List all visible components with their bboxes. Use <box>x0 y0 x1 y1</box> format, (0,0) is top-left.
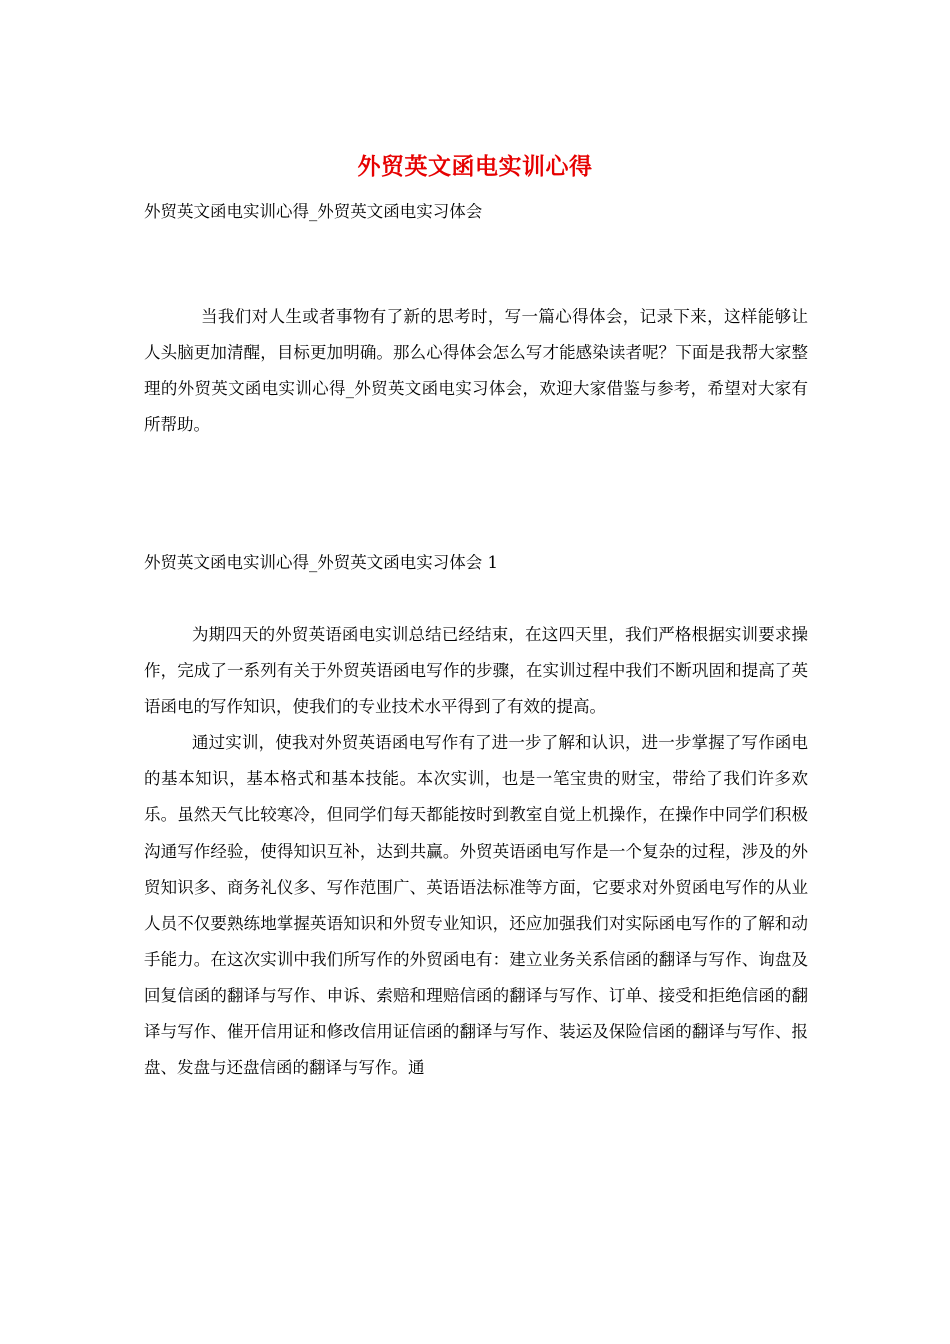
body-paragraph: 为期四天的外贸英语函电实训总结已经结束，在这四天里，我们严格根据实训要求操作，完成了一系列有关于外贸英语函电写作的步骤，在实训过程中我们不断巩固和提高了英语函电的写作知识，使我们的专业技术水平得到了有效的提高。 <box>144 625 808 717</box>
section-heading: 外贸英文函电实训心得_外贸英文函电实习体会 1 <box>144 553 498 572</box>
intro-paragraph: 当我们对人生或者事物有了新的思考时，写一篇心得体会，记录下来，这样能够让人头脑更加清醒，目标更加明确。那么心得体会怎么写才能感染读者呢？下面是我帮大家整理的外贸英文函电实训心得_外贸英文函电实习体会，欢迎大家借鉴与参考，希望对大家有所帮助。 <box>144 307 808 434</box>
document-title: 外贸英文函电实训心得 <box>357 153 593 180</box>
section-body <box>144 617 808 1086</box>
body-paragraph: 通过实训，使我对外贸英语函电写作有了进一步了解和认识，进一步掌握了写作函电的基本知识，基本格式和基本技能。本次实训，也是一笔宝贵的财宝，带给了我们许多欢乐。虽然天气比较寒冷，但同学们每天都能按时到教室自觉上机操作，在操作中同学们积极沟通写作经验，使得知识互补，达到共赢。外贸英语函电写作是一个复杂的过程，涉及的外贸知识多、商务礼仪多、写作范围广、英语语法标准等方面，它要求对外贸函电写作的从业人员不仅要熟练地掌握英语知识和外贸专业知识，还应加强我们对实际函电写作的了解和动手能力。在这次实训中我们所写作的外贸函电有：建立业务关系信函的翻译与写作、询盘及回复信函的翻译与写作、申诉、索赔和理赔信函的翻译与写作、订单、接受和拒绝信函的翻译与写作、催开信用证和修改信用证信函的翻译与写作、装运及保险信函的翻译与写作、报盘、发盘与还盘信函的翻译与写作。通 <box>144 733 808 1078</box>
document-subtitle: 外贸英文函电实训心得_外贸英文函电实习体会 <box>144 202 483 221</box>
